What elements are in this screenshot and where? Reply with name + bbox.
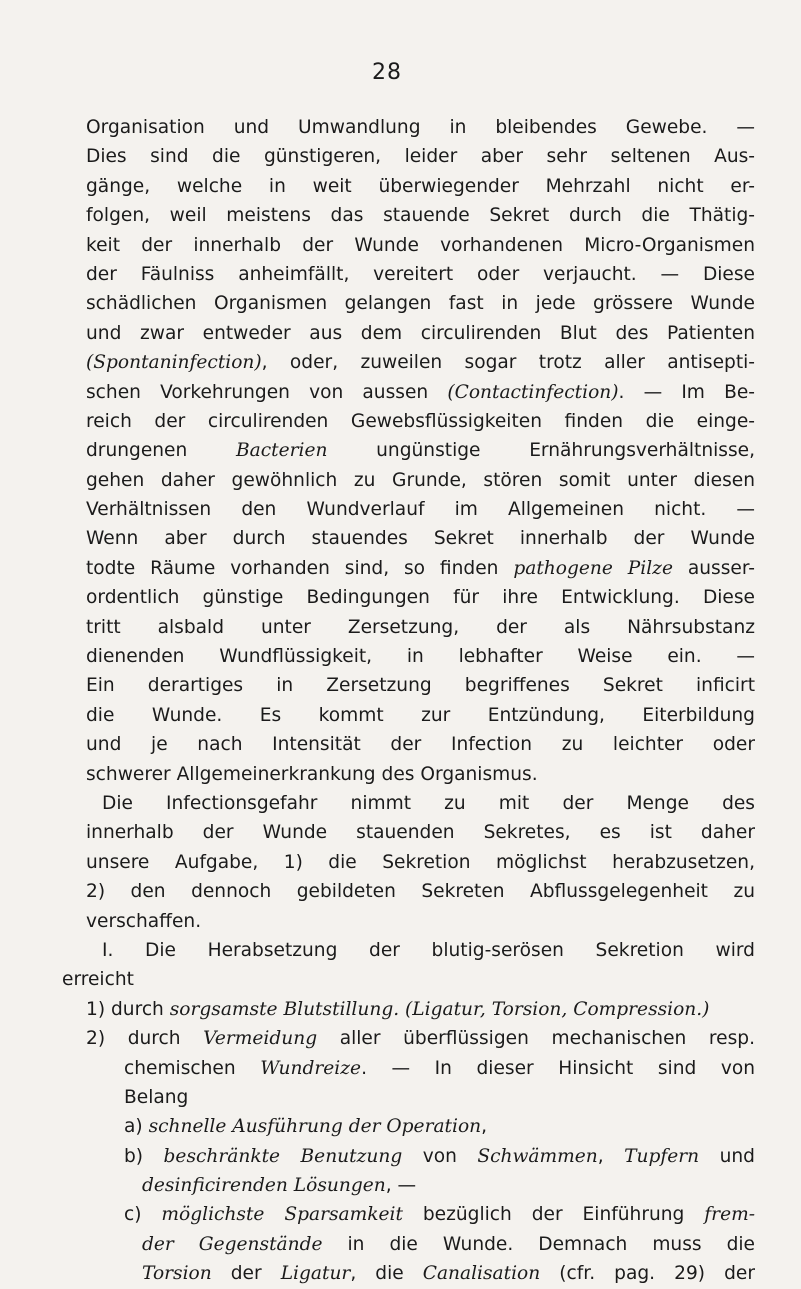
text-segment: Belang — [124, 1086, 189, 1108]
text-line — [62, 789, 755, 818]
text-line — [62, 142, 755, 171]
emphasis-text: möglichste Sparsamkeit — [161, 1204, 403, 1226]
text-segment: , — [597, 1145, 625, 1167]
text-segment: 1) durch — [86, 998, 170, 1020]
text-segment: reich der circulirenden Gewebsflüssigkeiten finden die einge- — [86, 410, 755, 432]
text-segment: 2) durch — [86, 1028, 204, 1050]
text-segment: erreicht — [62, 969, 134, 991]
text-line — [62, 1171, 755, 1200]
text-line — [62, 319, 755, 348]
text-segment: gehen daher gewöhnlich zu Grunde, stören somit unter diesen — [86, 469, 755, 491]
text-line — [62, 818, 755, 847]
text-line — [62, 378, 755, 407]
text-segment: Dies sind die günstigeren, leider aber sehr seltenen Aus- — [86, 146, 755, 168]
page-number: 28 — [372, 60, 402, 85]
text-line — [62, 760, 755, 789]
emphasis-text: frem- — [704, 1204, 755, 1226]
text-segment: schwerer Allgemeinerkrankung des Organismus. — [86, 763, 538, 785]
emphasis-text: der Gegenstände — [142, 1233, 323, 1255]
text-line — [62, 936, 755, 965]
text-line — [62, 642, 755, 671]
text-line — [62, 554, 755, 583]
text-segment: ordentlich günstige Bedingungen für ihre Entwicklung. Diese — [86, 587, 755, 609]
text-segment: innerhalb der Wunde stauenden Sekretes, es ist daher — [86, 822, 755, 844]
text-line — [62, 848, 755, 877]
text-segment: verschaffen. — [86, 910, 202, 932]
emphasis-text: Schwämmen — [477, 1145, 598, 1167]
text-segment: I. Die Herabsetzung der blutig-serösen Sekretion wird — [102, 939, 755, 961]
text-segment: , die — [350, 1263, 423, 1285]
text-line — [62, 995, 755, 1024]
text-line — [62, 231, 755, 260]
text-line — [62, 1024, 755, 1053]
text-line — [62, 701, 755, 730]
text-line — [62, 495, 755, 524]
text-segment: c) — [124, 1204, 162, 1226]
text-segment: Ein derartiges in Zersetzung begriffenes Sekret inficirt — [86, 675, 755, 697]
emphasis-text: desinficirenden Lösungen — [142, 1175, 386, 1197]
emphasis-text: schnelle Ausführung der Operation — [148, 1116, 482, 1138]
text-segment: Die Infectionsgefahr nimmt zu mit der Menge des — [102, 792, 755, 814]
emphasis-text: Tupfern — [624, 1145, 700, 1167]
emphasis-text: Torsion — [142, 1263, 212, 1285]
emphasis-text: beschränkte Benutzung — [163, 1145, 403, 1167]
emphasis-text: Vermeidung — [203, 1028, 318, 1050]
text-line — [62, 671, 755, 700]
text-line — [62, 907, 755, 936]
text-segment: gänge, welche in weit überwiegender Mehrzahl nicht er- — [86, 175, 755, 197]
text-line — [62, 524, 755, 553]
text-segment: schen Vorkehrungen von aussen — [86, 381, 448, 403]
text-segment: tritt alsbald unter Zersetzung, der als Nährsubstanz — [86, 616, 755, 638]
text-segment: die Wunde. Es kommt zur Entzündung, Eiterbildung — [86, 704, 755, 726]
emphasis-text: pathogene Pilze — [513, 557, 673, 579]
emphasis-text: Bacterien — [235, 440, 328, 462]
text-segment: schädlichen Organismen gelangen fast in jede grössere Wunde — [86, 293, 755, 315]
emphasis-text: sorgsamste Blutstillung. (Ligatur, Torsion, Compression.) — [169, 998, 710, 1020]
text-segment: dienenden Wundflüssigkeit, in lebhafter Weise ein. — — [86, 646, 755, 668]
text-segment: von — [402, 1145, 478, 1167]
text-segment: der — [211, 1263, 281, 1285]
text-segment: keit der innerhalb der Wunde vorhandenen Micro-Organismen — [86, 234, 755, 256]
text-segment: und — [699, 1145, 755, 1167]
text-segment: folgen, weil meistens das stauende Sekret durch die Thätig- — [86, 205, 755, 227]
text-segment: aller überflüssigen mechanischen resp. — [317, 1028, 755, 1050]
text-line — [62, 1054, 755, 1083]
text-segment: 2) den dennoch gebildeten Sekreten Abflussgelegenheit zu — [86, 881, 755, 903]
text-segment: . — In dieser Hinsicht sind von — [361, 1057, 755, 1079]
text-segment: drungenen — [86, 440, 236, 462]
text-line — [62, 730, 755, 759]
text-line — [62, 1200, 755, 1229]
text-segment: ungünstige Ernährungsverhältnisse, — [327, 440, 755, 462]
text-segment: a) — [124, 1116, 149, 1138]
text-segment: , — — [385, 1175, 417, 1197]
text-line — [62, 1083, 755, 1112]
text-segment: b) — [124, 1145, 164, 1167]
text-line — [62, 1259, 755, 1288]
emphasis-text: Wundreize — [260, 1057, 362, 1079]
text-segment: Organisation und Umwandlung in bleibendes Gewebe. — — [86, 117, 755, 138]
text-line — [62, 348, 755, 377]
text-segment: in die Wunde. Demnach muss die — [322, 1233, 755, 1255]
text-segment: und je nach Intensität der Infection zu leichter oder — [86, 734, 755, 756]
text-line — [62, 613, 755, 642]
text-segment: bezüglich der Einführung — [402, 1204, 705, 1226]
text-line — [62, 583, 755, 612]
text-segment: Verhältnissen den Wundverlauf im Allgemeinen nicht. — — [86, 499, 755, 521]
text-line — [62, 1142, 755, 1171]
text-line — [62, 436, 755, 465]
text-segment: , oder, zuweilen sogar trotz aller antisepti- — [261, 352, 755, 374]
text-segment: der Fäulniss anheimfällt, vereitert oder verjaucht. — Diese — [86, 263, 755, 285]
text-line — [62, 113, 755, 142]
text-segment: und zwar entweder aus dem circulirenden Blut des Patienten — [86, 322, 755, 344]
emphasis-text: Canalisation — [422, 1263, 541, 1285]
text-line — [62, 1112, 755, 1141]
text-line — [62, 407, 755, 436]
text-segment: (cfr. pag. 29) der — [540, 1263, 755, 1285]
text-segment: . — Im Be- — [618, 381, 755, 403]
text-segment: unsere Aufgabe, 1) die Sekretion möglichst herabzusetzen, — [86, 851, 755, 873]
text-line — [62, 172, 755, 201]
emphasis-text: (Spontaninfection) — [86, 352, 262, 374]
text-line — [62, 260, 755, 289]
text-line — [62, 466, 755, 495]
text-line — [62, 289, 755, 318]
emphasis-text: (Contactinfection) — [447, 381, 619, 403]
body-text — [62, 113, 755, 1289]
text-segment: ausser- — [672, 557, 755, 579]
text-segment: todte Räume vorhanden sind, so finden — [86, 557, 514, 579]
text-segment: Wenn aber durch stauendes Sekret innerhalb der Wunde — [86, 528, 755, 550]
text-segment: chemischen — [124, 1057, 261, 1079]
text-line — [62, 965, 755, 994]
text-line — [62, 1230, 755, 1259]
emphasis-text: Ligatur — [280, 1263, 351, 1285]
text-segment: , — [481, 1116, 488, 1138]
text-line — [62, 877, 755, 906]
text-line — [62, 201, 755, 230]
